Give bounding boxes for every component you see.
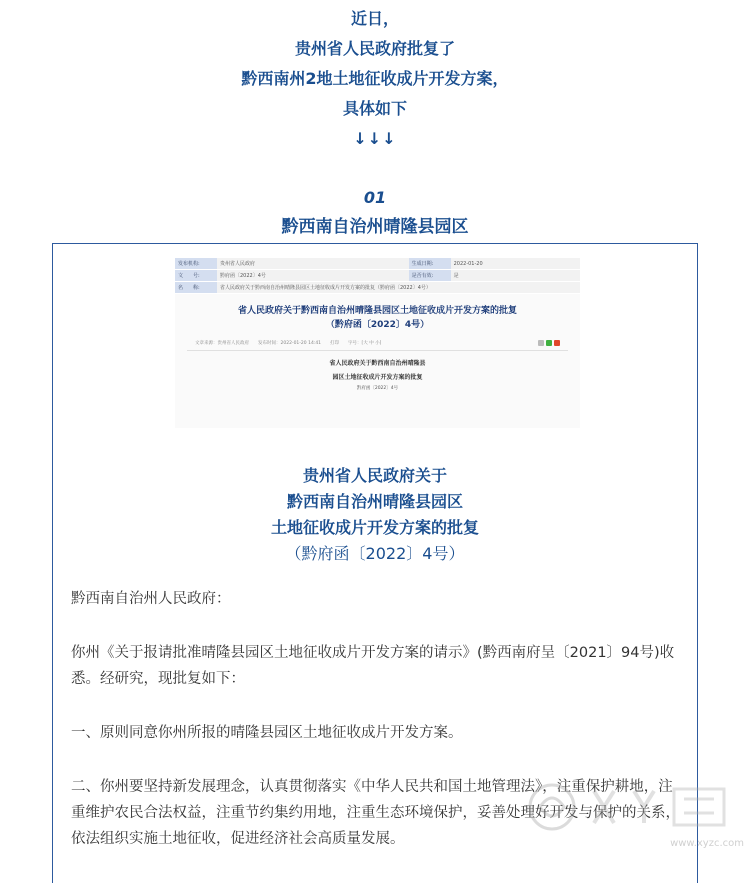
down-arrows-icon: ↓↓↓ <box>353 129 397 148</box>
watermark-logo-icon <box>524 779 744 835</box>
divider <box>187 350 568 351</box>
screenshot-info-text: 文章来源：贵州省人民政府 发布时间：2022-01-20 14:41 打印 字号：[大 中 小] <box>195 341 382 346</box>
site-watermark <box>524 779 744 849</box>
meta-value: 2022-01-20 <box>451 258 580 270</box>
embedded-screenshot <box>175 258 580 428</box>
section-number: 01 <box>363 188 387 207</box>
meta-value: 是 <box>451 270 580 282</box>
screenshot-title <box>175 304 580 332</box>
weibo-icon <box>554 340 560 346</box>
heading-line: 土地征收成片开发方案的批复 <box>270 518 479 537</box>
section-title: 黔西南自治州晴隆县园区 <box>281 217 469 237</box>
meta-value: 贵州省人民政府 <box>217 258 409 270</box>
inner-doc-number: 黔府函〔2022〕4号 <box>356 386 399 391</box>
meta-key: 是否有效: <box>409 270 451 282</box>
intro-line: 具体如下 <box>342 99 407 118</box>
inner-title-line: 园区土地征收成片开发方案的批复 <box>332 374 423 381</box>
meta-key: 发布机构: <box>175 258 217 270</box>
meta-key: 生成日期: <box>409 258 451 270</box>
wechat-icon <box>546 340 552 346</box>
screenshot-document-title <box>175 357 580 393</box>
document-code: （黔府函〔2022〕4号） <box>285 544 465 563</box>
meta-value: 黔府函〔2022〕4号 <box>217 270 409 282</box>
screenshot-title-line: 省人民政府关于黔西南自治州晴隆县园区土地征收成片开发方案的批复 <box>237 306 517 316</box>
table-row <box>175 282 580 294</box>
intro-line: 近日， <box>350 9 399 28</box>
paragraph: 你州《关于报请批准晴隆县园区土地征收成片开发方案的请示》(黔西南府呈〔2021〕94号)收悉。经研究，现批复如下： <box>71 645 675 687</box>
heading-line: 贵州省人民政府关于 <box>302 466 447 485</box>
inner-title-line: 省人民政府关于黔西南自治州晴隆县 <box>329 360 426 367</box>
document-heading <box>53 463 697 567</box>
paragraph: 一、原则同意你州所报的晴隆县园区土地征收成片开发方案。 <box>71 725 463 741</box>
intro-line: 黔西南州2地土地征收成片开发方案， <box>241 69 509 88</box>
paragraph: 二、你州要坚持新发展理念，认真贯彻落实《中华人民共和国土地管理法》，注重保护耕地，注重维护农民合法权益，注重节约集约用地，注重生态环境保护，妥善处理好开发与保护的关系，依法组织实施土地征收，促进经济社会高质量发展。 <box>71 779 680 847</box>
screenshot-info-bar <box>175 340 580 346</box>
table-row <box>175 258 580 270</box>
heading-line: 黔西南自治州晴隆县园区 <box>286 492 463 511</box>
meta-key: 文 号: <box>175 270 217 282</box>
meta-table <box>175 258 580 294</box>
intro-line: 贵州省人民政府批复了 <box>294 39 455 58</box>
meta-value: 省人民政府关于黔西南自治州晴隆县园区土地征收成片开发方案的批复（黔府函〔2022〕4号） <box>217 282 580 294</box>
intro-block <box>0 0 750 154</box>
table-row <box>175 270 580 282</box>
share-icon <box>538 340 544 346</box>
screenshot-title-code: （黔府函〔2022〕4号） <box>325 320 430 330</box>
share-icons <box>538 340 560 346</box>
addressee: 黔西南自治州人民政府： <box>71 591 231 607</box>
meta-key: 名 称: <box>175 282 217 294</box>
watermark-text: www.xyzc.com <box>670 838 744 849</box>
